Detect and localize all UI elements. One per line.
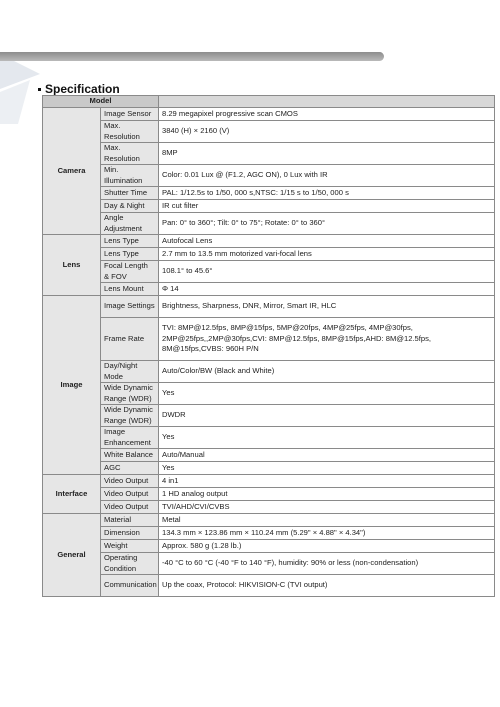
spec-value-cell: Yes — [159, 383, 495, 405]
table-row — [43, 361, 495, 383]
spec-value-cell: 8MP — [159, 143, 495, 165]
header-bar — [0, 52, 384, 61]
spec-value-cell: Pan: 0° to 360°; Tilt: 0° to 75°; Rotate: 0° to 360° — [159, 213, 495, 235]
table-row — [43, 296, 495, 318]
spec-key-cell: Dimension — [101, 527, 159, 540]
spec-key-cell: White Balance — [101, 449, 159, 462]
spec-key-cell: Lens Mount — [101, 283, 159, 296]
table-row — [43, 108, 495, 121]
spec-key-cell: AGC — [101, 462, 159, 475]
spec-key-cell: Video Output — [101, 501, 159, 514]
table-row — [43, 165, 495, 187]
spec-table-body — [43, 96, 495, 597]
spec-value-cell: Auto/Color/BW (Black and White) — [159, 361, 495, 383]
table-row — [43, 235, 495, 248]
spec-table — [42, 95, 495, 597]
spec-key-cell: Operating Condition — [101, 553, 159, 575]
model-value-cell — [159, 96, 495, 108]
table-row — [43, 475, 495, 488]
table-row — [43, 200, 495, 213]
table-row — [43, 213, 495, 235]
category-cell: General — [43, 514, 101, 597]
table-row — [43, 553, 495, 575]
spec-value-cell: Approx. 580 g (1.28 lb.) — [159, 540, 495, 553]
spec-value-cell: 134.3 mm × 123.86 mm × 110.24 mm (5.29" × 4.88" × 4.34") — [159, 527, 495, 540]
table-row — [43, 514, 495, 527]
spec-key-cell: Video Output — [101, 488, 159, 501]
spec-value-cell: PAL: 1/12.5s to 1/50, 000 s,NTSC: 1/15 s to 1/50, 000 s — [159, 187, 495, 200]
spec-value-cell: Metal — [159, 514, 495, 527]
table-row — [43, 427, 495, 449]
category-cell: Lens — [43, 235, 101, 296]
spec-key-cell: Image Enhancement — [101, 427, 159, 449]
spec-value-cell: DWDR — [159, 405, 495, 427]
table-row — [43, 187, 495, 200]
table-row — [43, 405, 495, 427]
spec-value-cell: 108.1° to 45.6° — [159, 261, 495, 283]
spec-key-cell: Material — [101, 514, 159, 527]
spec-key-cell: Max. Resolution — [101, 143, 159, 165]
table-row — [43, 283, 495, 296]
spec-value-cell: 4 in1 — [159, 475, 495, 488]
spec-value-cell: Yes — [159, 462, 495, 475]
spec-value-cell: Auto/Manual — [159, 449, 495, 462]
table-row — [43, 501, 495, 514]
spec-key-cell: Weight — [101, 540, 159, 553]
spec-key-cell: Lens Type — [101, 248, 159, 261]
table-row — [43, 449, 495, 462]
spec-key-cell: Min. Illumination — [101, 165, 159, 187]
table-row — [43, 575, 495, 597]
section-title: Specification — [38, 82, 120, 96]
spec-key-cell: Image Settings — [101, 296, 159, 318]
table-row — [43, 383, 495, 405]
spec-value-cell: 1 HD analog output — [159, 488, 495, 501]
spec-key-cell: Day & Night — [101, 200, 159, 213]
spec-key-cell: Video Output — [101, 475, 159, 488]
category-cell: Camera — [43, 108, 101, 235]
spec-value-cell: -40 °C to 60 °C (-40 °F to 140 °F), humidity: 90% or less (non-condensation) — [159, 553, 495, 575]
model-header: Model — [43, 96, 159, 108]
spec-key-cell: Day/Night Mode — [101, 361, 159, 383]
spec-value-cell: Color: 0.01 Lux @ (F1.2, AGC ON), 0 Lux with IR — [159, 165, 495, 187]
spec-value-cell: Brightness, Sharpness, DNR, Mirror, Smart IR, HLC — [159, 296, 495, 318]
spec-value-cell: IR cut filter — [159, 200, 495, 213]
spec-key-cell: Image Sensor — [101, 108, 159, 121]
spec-value-cell: Up the coax, Protocol: HIKVISION-C (TVI output) — [159, 575, 495, 597]
spec-value-cell: TVI: 8MP@12.5fps, 8MP@15fps, 5MP@20fps, 4MP@25fps, 4MP@30fps, 2MP@25fps,,2MP@30fps,CVI: 8MP@12.5fps, 8MP@15fps,AHD: 8M@12.5fps, 8M@15fps,CVBS: 960H P/N — [159, 318, 495, 361]
model-header-row — [43, 96, 495, 108]
table-row — [43, 527, 495, 540]
table-row — [43, 261, 495, 283]
spec-key-cell: Frame Rate — [101, 318, 159, 361]
table-row — [43, 318, 495, 361]
spec-key-cell: Max. Resolution — [101, 121, 159, 143]
spec-key-cell: Wide Dynamic Range (WDR) — [101, 405, 159, 427]
spec-value-cell: 8.29 megapixel progressive scan CMOS — [159, 108, 495, 121]
spec-value-cell: Yes — [159, 427, 495, 449]
category-cell: Interface — [43, 475, 101, 514]
spec-value-cell: Φ 14 — [159, 283, 495, 296]
spec-value-cell: 3840 (H) × 2160 (V) — [159, 121, 495, 143]
spec-value-cell: TVI/AHD/CVI/CVBS — [159, 501, 495, 514]
spec-value-cell: 2.7 mm to 13.5 mm motorized vari-focal lens — [159, 248, 495, 261]
spec-key-cell: Angle Adjustment — [101, 213, 159, 235]
spec-key-cell: Focal Length & FOV — [101, 261, 159, 283]
table-row — [43, 488, 495, 501]
table-row — [43, 462, 495, 475]
spec-key-cell: Shutter Time — [101, 187, 159, 200]
category-cell: Image — [43, 296, 101, 475]
table-row — [43, 143, 495, 165]
table-row — [43, 121, 495, 143]
bullet-icon — [38, 88, 41, 91]
spec-value-cell: Autofocal Lens — [159, 235, 495, 248]
spec-key-cell: Communication — [101, 575, 159, 597]
spec-key-cell: Wide Dynamic Range (WDR) — [101, 383, 159, 405]
spec-key-cell: Lens Type — [101, 235, 159, 248]
table-row — [43, 248, 495, 261]
table-row — [43, 540, 495, 553]
